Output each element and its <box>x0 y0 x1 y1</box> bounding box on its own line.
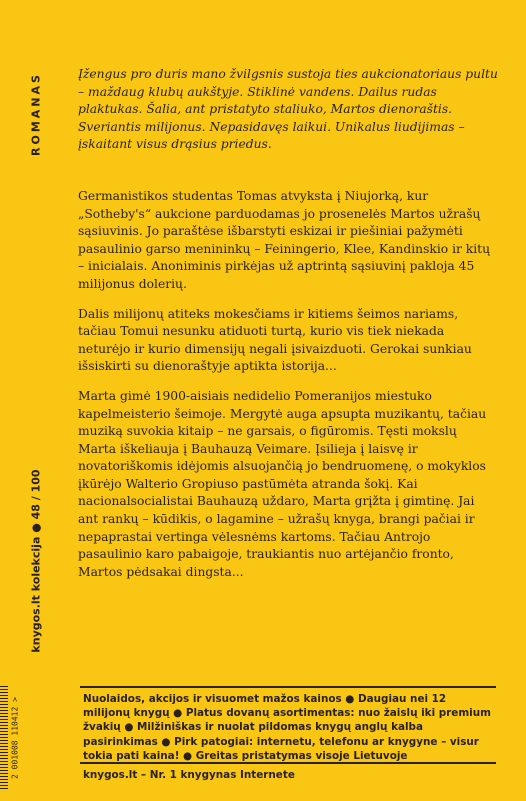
series-label-vertical <box>28 432 44 690</box>
promo-bottom-rule <box>80 762 496 764</box>
store-footer: knygos.lt – Nr. 1 knygynas Internete <box>83 769 295 781</box>
intro-quote: Įžengus pro duris mano žvilgsnis sustoja ties aukcionatoriaus pultu – maždaug klubų aukštyje. Stiklinė vandens. Dailus rudas plaktukas. Šalia, ant pristatyto staliuko, Martos dienoraštis. Sveriantis milijonus. Nepasidavęs laikui. Unikalus liudijimas – įskaitant visus drąsius priedus. <box>78 67 498 152</box>
description-paragraph-1: Germanistikos studentas Tomas atvyksta į Niujorką, kur „Sotheby's“ aukcione parduodamas jo prosenelės Martos užrašų sąsiuvinis. Jo paraštėse išbarstyti eskizai ir piešiniai pažymėti pasaulinio garso menininkų – Feiningerio, Klee, Kandinskio ir kitų – inicialais. Anoniminis pirkėjas už aptrintą sąsiuvinį pakloja 45 milijonus dolerių. <box>78 188 491 291</box>
promo-text: Nuolaidos, akcijos ir visuomet mažos kainos ● Daugiau nei 12 milijonų knygų ● Platus dovanų asortimentas: nuo žaislų iki premium žvakių ● Milžiniškas ir nuolat pildomas knygų anglų kalba pasirinkimas ● Pirk patogiai: internetu, telefonu ar knygyne – visur tokia pati kaina! ● Greitas pristatymas visoje Lietuvoje <box>83 693 491 762</box>
genre-label-vertical <box>28 74 44 154</box>
genre-label: ROMANAS <box>29 72 43 156</box>
barcode-number-vertical <box>10 686 20 791</box>
back-cover-text <box>78 66 498 581</box>
barcode-bars <box>0 686 8 791</box>
description-paragraph-3: Marta gimė 1900-aisiais nedidelio Pomeranijos miestuko kapelmeisterio šeimoje. Mergytė auga apsupta muzikantų, tačiau muziką suvokia kitaip – ne garsais, o figūromis. Tęsti mokslų Marta iškeliauja į Bauhauzą Veimare. Įsilieja į laisvę ir novatoriškomis idėjomis alsuojančią jo bendruomenę, o mokyklos įkūrėjo Walterio Gropiuso pastūmėta atranda šokį. Kai nacionalsocialistai Bauhauzą uždaro, Marta grįžta į gimtinę. Jai ant rankų – kūdikis, o lagamine – užrašų knyga, brangi pačiai ir nepaprastai vertinga vėlesnėms kartoms. Tačiau Antrojo pasaulinio karo pabaigoje, traukiantis nuo artėjančio fronto, Martos pėdsakai dingsta... <box>78 388 487 579</box>
description-paragraph-2: Dalis milijonų atiteks mokesčiams ir kitiems šeimos nariams, tačiau Tomui nesunku atiduoti turtą, kurio vis tiek niekada neturėjo ir kurio dimensijų negali įsivaizduoti. Gerokai sunkiau išsiskirti su dienoraštyje aptikta istorija... <box>78 306 472 374</box>
barcode-number: 2 001008 110412 > <box>10 697 20 779</box>
series-label: knygos.lt kolekcija ● 48 / 100 <box>29 469 43 653</box>
promo-top-rule <box>80 686 496 688</box>
